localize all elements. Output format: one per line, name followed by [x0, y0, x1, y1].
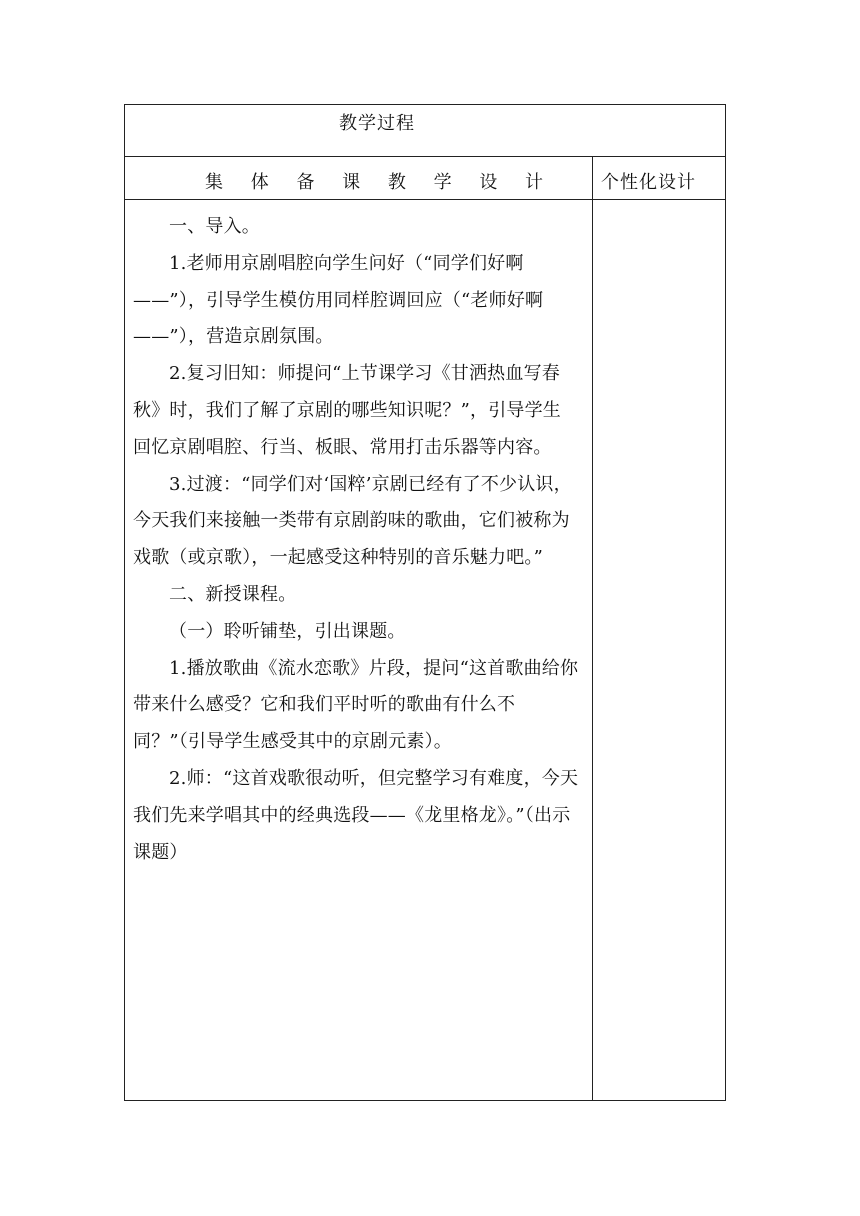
- personalized-design-header: 个性化设计: [601, 172, 696, 193]
- table-title: 教学过程: [339, 113, 415, 134]
- paragraph-section-new-lesson: 二、新授课程。: [169, 583, 297, 605]
- paragraph-introduce-topic: 2.师：“这首戏歌很动听，但完整学习有难度，今天我们先来学唱其中的经典选段——《龙里格龙》。”（出示课题）: [133, 767, 579, 863]
- collective-design-content: [133, 209, 579, 871]
- paragraph-play-song: 1.播放歌曲《流水恋歌》片段，提问“这首歌曲给你带来什么感受？它和我们平时听的歌曲有什么不同？”（引导学生感受其中的京剧元素）。: [133, 657, 579, 753]
- table-title-row: [125, 105, 725, 157]
- paragraph-review: 2.复习旧知：师提问“上节课学习《甘洒热血写春秋》时，我们了解了京剧的哪些知识呢？”，引导学生回忆京剧唱腔、行当、板眼、常用打击乐器等内容。: [133, 363, 561, 458]
- lesson-plan-table: [124, 104, 726, 1101]
- paragraph-subsection-listening: （一）聆听铺垫，引出课题。: [169, 620, 406, 642]
- header-column-divider: [592, 157, 593, 200]
- paragraph-transition: 3.过渡：“同学们对‘国粹’京剧已经有了不少认识，今天我们来接触一类带有京剧韵味的歌曲，它们被称为戏歌（或京歌），一起感受这种特别的音乐魅力吧。”: [133, 473, 572, 569]
- collective-design-header: 集 体 备 课 教 学 设 计: [205, 172, 555, 193]
- paragraph-section-intro: 一、导入。: [169, 216, 260, 237]
- personalized-design-cell: [593, 200, 725, 1100]
- table-header-row: [125, 157, 725, 200]
- paragraph-greeting: 1.老师用京剧唱腔向学生问好（“同学们好啊——”），引导学生模仿用同样腔调回应（“老师好啊——”），营造京剧氛围。: [133, 252, 544, 348]
